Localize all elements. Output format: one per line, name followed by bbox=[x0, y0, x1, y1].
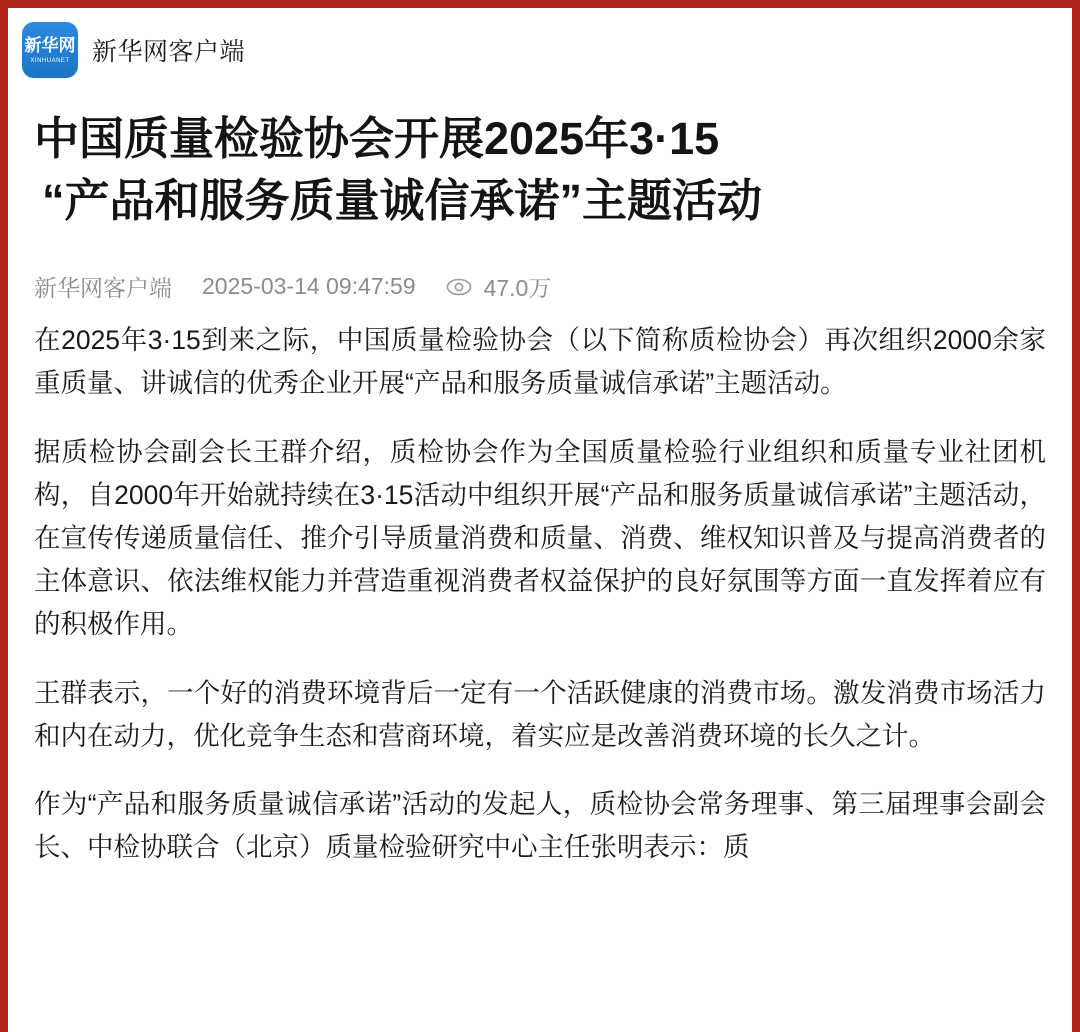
view-count-group bbox=[446, 270, 552, 303]
article-body bbox=[8, 90, 1072, 869]
page-title bbox=[34, 108, 1046, 232]
paragraph: 作为“产品和服务质量诚信承诺”活动的发起人，质检协会常务理事、第三届理事会副会长、中检协联合（北京）质量检验研究中心主任张明表示：质 bbox=[34, 789, 1046, 863]
paragraph: 王群表示，一个好的消费环境背后一定有一个活跃健康的消费市场。激发消费市场活力和内在动力，优化竞争生态和营商环境，着实应是改善消费环境的长久之计。 bbox=[34, 677, 1046, 751]
logo-text-en: XINHUANET bbox=[30, 57, 70, 64]
article-meta bbox=[34, 270, 1046, 303]
view-count: 47.0万 bbox=[483, 275, 552, 302]
article-datetime: 2025-03-14 09:47:59 bbox=[202, 273, 416, 300]
headline-line-2: “产品和服务质量诚信承诺”主题活动 bbox=[42, 175, 763, 227]
logo-text-cn: 新华网 bbox=[24, 35, 76, 55]
app-header bbox=[8, 8, 1072, 90]
article-paragraphs bbox=[34, 319, 1046, 869]
paragraph: 据质检协会副会长王群介绍，质检协会作为全国质量检验行业组织和质量专业社团机构，自2000年开始就持续在3·15活动中组织开展“产品和服务质量诚信承诺”主题活动，在宣传传递质量信任、推介引导质量消费和质量、消费、维权知识普及与提高消费者的主体意识、依法维权能力并营造重视消费者权益保护的良好氛围等方面一直发挥着应有的积极作用。 bbox=[34, 437, 1046, 639]
article-page bbox=[8, 8, 1072, 1032]
app-title: 新华网客户端 bbox=[92, 38, 246, 66]
article-source: 新华网客户端 bbox=[34, 275, 172, 302]
xinhuanet-logo bbox=[22, 22, 78, 78]
eye-icon bbox=[446, 274, 472, 300]
headline-line-1: 中国质量检验协会开展2025年3·15 bbox=[34, 113, 720, 164]
paragraph: 在2025年3·15到来之际，中国质量检验协会（以下简称质检协会）再次组织2000余家重质量、讲诚信的优秀企业开展“产品和服务质量诚信承诺”主题活动。 bbox=[34, 325, 1046, 399]
